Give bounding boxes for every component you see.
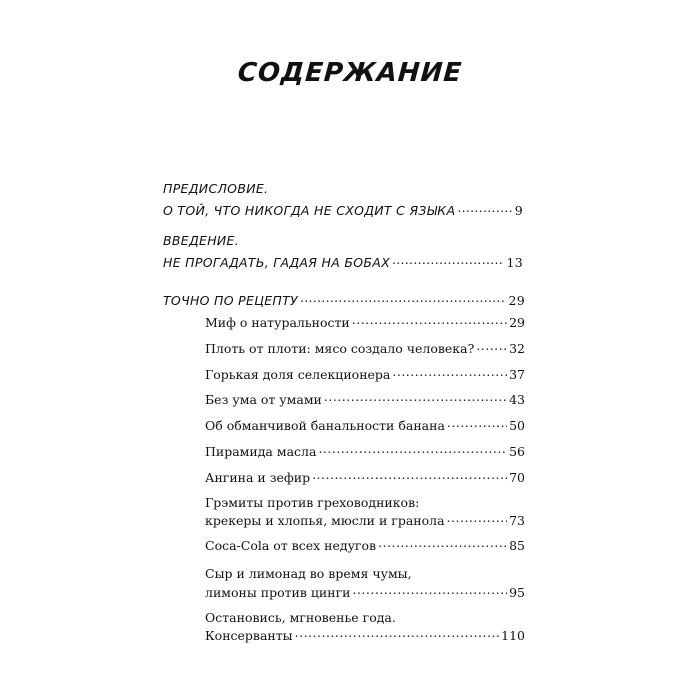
chapter-entry[interactable] [205, 627, 525, 643]
chapter-entry[interactable] [205, 584, 525, 600]
chapter-title: Coca-Cola от всех недугов [205, 537, 377, 553]
chapter-page: 37 [509, 366, 525, 382]
page-title: СОДЕРЖАНИЕ [236, 58, 464, 88]
leader-dots [312, 469, 507, 482]
chapter-page: 56 [509, 443, 525, 459]
leader-dots [447, 417, 507, 430]
chapter-entry[interactable] [205, 314, 525, 330]
chapter-page: 85 [509, 537, 525, 553]
leader-dots [295, 627, 500, 640]
chapter-entry[interactable] [205, 366, 525, 382]
chapter-page: 110 [501, 627, 525, 643]
leader-dots [378, 537, 507, 550]
chapter-page: 70 [509, 469, 525, 485]
section-preface-page: 9 [514, 203, 523, 218]
chapter-entry[interactable] [205, 469, 525, 485]
chapter-title: Пирамида масла [205, 443, 317, 459]
chapter-title: Без ума от умами [205, 391, 322, 407]
chapter-entry[interactable] [205, 391, 525, 407]
chapter-title: Ангина и зефир [205, 469, 311, 485]
chapter-title-line1: Остановись, мгновенье года. [205, 610, 396, 625]
chapter-page: 43 [509, 391, 525, 407]
section-preface-heading: ПРЕДИСЛОВИЕ. [163, 181, 269, 196]
leader-dots [300, 289, 507, 305]
chapter-entry[interactable] [205, 537, 525, 553]
chapter-title-line1: Грэмиты против греховодников: [205, 495, 420, 510]
chapter-entry[interactable] [205, 512, 525, 528]
chapter-title: лимоны против цинги [205, 584, 351, 600]
section-recipe-title: ТОЧНО ПО РЕЦЕПТУ [163, 293, 298, 308]
section-preface-entry[interactable] [163, 199, 523, 218]
leader-dots [318, 443, 507, 456]
leader-dots [352, 584, 507, 597]
chapter-page: 95 [509, 584, 525, 600]
section-intro-title: НЕ ПРОГАДАТЬ, ГАДАЯ НА БОБАХ [163, 255, 390, 270]
chapter-page: 50 [509, 417, 525, 433]
chapter-title: Об обманчивой банальности банана [205, 417, 445, 433]
chapter-entry[interactable] [205, 417, 525, 433]
leader-dots [392, 366, 507, 379]
section-recipe-page: 29 [508, 293, 525, 308]
chapter-title: Миф о натуральности [205, 314, 350, 330]
chapter-page: 29 [509, 314, 525, 330]
chapter-title: крекеры и хлопья, мюсли и гранола [205, 512, 445, 528]
section-intro-entry[interactable] [163, 251, 523, 270]
chapter-entry[interactable] [205, 443, 525, 459]
section-recipe-entry[interactable] [163, 289, 525, 308]
chapter-page: 73 [509, 512, 525, 528]
chapter-title-line1: Сыр и лимонад во время чумы, [205, 566, 412, 581]
leader-dots [324, 391, 507, 404]
chapter-entry[interactable] [205, 340, 525, 356]
leader-dots [352, 314, 507, 327]
section-preface-title: О ТОЙ, ЧТО НИКОГДА НЕ СХОДИТ С ЯЗЫКА [163, 203, 456, 218]
chapter-title: Горькая доля селекционера [205, 366, 391, 382]
chapter-title: Консерванты [205, 627, 293, 643]
section-intro-page: 13 [506, 255, 523, 270]
leader-dots [447, 512, 508, 525]
chapter-page: 32 [509, 340, 525, 356]
chapter-title: Плоть от плоти: мясо создало человека? [205, 340, 475, 356]
leader-dots [457, 199, 512, 215]
section-intro-heading: ВВЕДЕНИЕ. [163, 233, 240, 248]
leader-dots [476, 340, 507, 353]
leader-dots [392, 251, 505, 267]
